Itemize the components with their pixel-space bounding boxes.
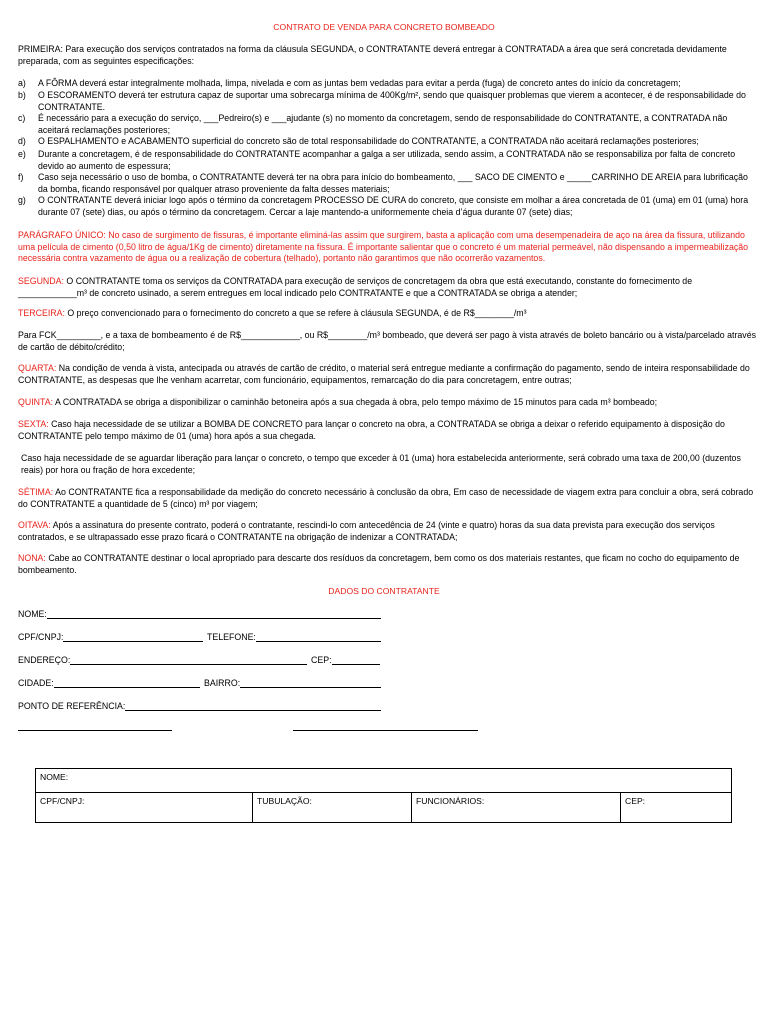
field-ponto-referencia [18, 700, 381, 713]
clause-text: Na condição de venda à vista, antecipada ou através de cartão de crédito, o material será entregue mediante a confirmação do pagamento, sendo de inteira responsabilidade do CONTRATANTE, as despesas que lhe venham acarretar, com funcionário, equipamentos, remarcação do dia para concretagem, entre outras; [18, 363, 750, 385]
clause-text: Para execução dos serviços contratados na forma da cláusula SEGUNDA, o CONTRATANTE deverá entregar à CONTRATADA a área que será concretada devidamente preparada, com as seguintes especificações: [18, 44, 727, 66]
spec-text: O ESPALHAMENTO e ACABAMENTO superficial do concreto são de total responsabilidade do CONTRATANTE, a CONTRATADA não aceitará reclamações posteriores; [38, 136, 699, 146]
field-row-cpf-telefone [18, 631, 381, 644]
spec-text: A FÔRMA deverá estar integralmente molhada, limpa, nivelada e com as juntas bem vedadas para evitar a perda (fuga) de concreto antes do início da concretagem; [38, 78, 681, 88]
spec-item-c [18, 113, 756, 136]
table-cell-funcionarios [411, 793, 620, 822]
spec-marker: d) [18, 136, 26, 146]
paragrafo-unico [18, 230, 756, 265]
endereco-blank-line [70, 654, 307, 665]
signature-line-right [293, 730, 478, 731]
spec-text: É necessário para a execução do serviço, ___Pedreiro(s) e ___ajudante (s) no momento da concretagem, sendo de responsabilidade do CONTRATANTE, a CONTRATADA não aceitará reclamações posteriores; [38, 113, 728, 135]
clause-label: OITAVA: [18, 520, 51, 530]
clause-label: PRIMEIRA: [18, 44, 63, 54]
spec-text: Durante a concretagem, é de responsabilidade do CONTRATANTE acompanhar a galga a ser utilizada, sendo assim, a CONTRATADA não se responsabiliza por falta de concreto devido ao aumento de espessura; [38, 149, 736, 171]
clause-terceira [18, 308, 756, 320]
clause-oitava [18, 520, 756, 543]
clause-text: Após a assinatura do presente contrato, poderá o contratante, rescindi-lo com antecedência de 24 (vinte e quatro) horas da sua data prevista para execução dos serviços contratados, e se ultrapassado esse prazo ficará o CONTRATANTE na obrigação de indenizar a CONTRATADA; [18, 520, 715, 542]
signature-line-left [18, 730, 172, 731]
field-row-endereco-cep [18, 654, 380, 667]
field-label: CIDADE: [18, 677, 54, 688]
field-cpf-cnpj [18, 631, 203, 644]
clause-label: TERCEIRA: [18, 308, 65, 318]
spec-marker: g) [18, 195, 26, 205]
paragraph-label: PARÁGRAFO ÚNICO: [18, 230, 106, 240]
document-title: CONTRATO DE VENDA PARA CONCRETO BOMBEADO [273, 22, 495, 32]
cidade-blank-line [54, 677, 200, 688]
bairro-blank-line [240, 677, 381, 688]
summary-table [35, 768, 732, 823]
field-label: TELEFONE: [207, 631, 256, 642]
spec-marker: a) [18, 78, 26, 88]
clause-sexta-waiting: Caso haja necessidade de se aguardar liberação para lançar o concreto, o tempo que exceder à 01 (uma) hora estabelecida anteriormente, será cobrado uma taxa de 200,00 (duzentos reais) por hora ou fração de hora excedente; [21, 453, 741, 475]
table-label: FUNCIONÁRIOS: [416, 796, 485, 806]
clause-text: Caso haja necessidade de se utilizar a BOMBA DE CONCRETO para lançar o concreto na obra, a CONTRATADA se obriga a deixar o referido equipamento à disposição do CONTRATANTE pelo tempo máximo de 01 (uma) hora após a sua chegada. [18, 419, 725, 441]
spec-marker: c) [18, 113, 26, 123]
clause-text: Cabe ao CONTRATANTE destinar o local apropriado para descarte dos resíduos da concretagem, bem como os dos materiais restantes, que ficam no cocho do equipamento de bombeamento. [18, 553, 740, 575]
field-row-cidade-bairro [18, 677, 381, 690]
clause-primeira [18, 44, 756, 67]
clause-label: NONA: [18, 553, 46, 563]
field-nome [18, 608, 381, 621]
field-label: CEP: [311, 654, 332, 665]
field-label: CPF/CNPJ: [18, 631, 64, 642]
clause-text: O CONTRATANTE toma os serviços da CONTRATADA para execução de serviços de concretagem da obra que está executando, constante do fornecimento de ____________m³ de concreto usinado, a serem entregues em local indicado pelo CONTRATANTE e que a CONTRATADA se obriga a atender; [18, 276, 693, 298]
table-cell-nome [36, 769, 731, 793]
clause-label: SÉTIMA: [18, 487, 54, 497]
table-cell-cpf-cnpj [36, 793, 252, 822]
clause-text: A CONTRATADA se obriga a disponibilizar o caminhão betoneira após a sua chegada à obra, pelo tempo máximo de 15 minutos para cada m³ bombeado; [55, 397, 658, 407]
clause-text: O preço convencionado para o fornecimento do concreto a que se refere à cláusula SEGUNDA, é de R$________/m³ [67, 308, 527, 318]
clause-label: SEGUNDA: [18, 276, 64, 286]
table-cell-tubulacao [252, 793, 411, 822]
spec-marker: b) [18, 90, 26, 100]
spec-item-e [18, 149, 756, 172]
clause-segunda [18, 276, 756, 299]
clause-quarta [18, 363, 756, 386]
spec-item-g [18, 195, 756, 218]
spec-marker: e) [18, 149, 26, 159]
spec-marker: f) [18, 172, 24, 182]
nome-blank-line [47, 608, 381, 619]
clause-terceira-pricing: Para FCK_________, e a taxa de bombeamento é de R$____________, ou R$________/m³ bombeado, que deverá ser pago à vista através de boleto bancário ou à vista/parcelado através de cartão de débito/crédito; [18, 330, 756, 352]
spec-item-f [18, 172, 756, 195]
table-cell-cep [620, 793, 731, 822]
field-label: NOME: [18, 608, 47, 619]
spec-text: O ESCORAMENTO deverá ter estrutura capaz de suportar uma sobrecarga mínima de 400Kg/m², sendo que quaisquer problemas que vierem a acontecer, é de responsabilidade do CONTRATANTE. [38, 90, 746, 112]
clause-quinta [18, 397, 756, 409]
table-label: NOME: [40, 772, 69, 782]
field-telefone [207, 631, 381, 644]
ponto-referencia-blank-line [125, 700, 381, 711]
field-endereco [18, 654, 307, 667]
spec-text: O CONTRATANTE deverá iniciar logo após o término da concretagem PROCESSO DE CURA do concreto, que consiste em molhar a área concretada de 01 (uma) em 01 (uma) hora durante 07 (sete) dias, ou após o término da concretagem. Cercar a laje mantendo-a uniformemente cheia d’água durante 07 (sete) dias; [38, 195, 749, 217]
field-label: PONTO DE REFERÊNCIA: [18, 700, 126, 711]
field-bairro [204, 677, 381, 690]
clause-label: QUINTA: [18, 397, 54, 407]
telefone-blank-line [256, 631, 381, 642]
table-label: CPF/CNPJ: [40, 796, 85, 806]
clause-text: Ao CONTRATANTE fica a responsabilidade da medição do concreto necessário à conclusão da obra, Em caso de necessidade de viagem extra para concluir a obra, será cobrado do CONTRATANTE a quantidade de 5 (cinco) m³ por viagem; [18, 487, 754, 509]
clause-label: QUARTA: [18, 363, 57, 373]
spec-item-a [18, 78, 756, 90]
clause-nona [18, 553, 756, 576]
spec-item-b [18, 90, 756, 113]
cep-blank-line [332, 654, 380, 665]
spec-item-d [18, 136, 756, 148]
table-label: TUBULAÇÃO: [257, 796, 312, 806]
clause-sexta [18, 419, 756, 442]
spec-text: Caso seja necessário o uso de bomba, o CONTRATANTE deverá ter na obra para início do bombeamento, ___ SACO DE CIMENTO e _____CARRINHO DE AREIA para lubrificação da bomba, ficando responsável por qualquer atraso proveniente da falta desses materiais; [38, 172, 748, 194]
field-label: ENDEREÇO: [18, 654, 71, 665]
table-label: CEP: [625, 796, 646, 806]
paragraph-text: No caso de surgimento de fissuras, é importante eliminá-las assim que surgirem, basta a aplicação com uma desempenadeira de aço na área da fissura, utilizando uma película de cimento (0,50 litro de água/1Kg de cimento) diretamente na fissura. É importante salientar que o concreto é um material permeável, não dispensando a impermeabilização necessária contra vazamento de água ou a realização de cobertura (telhado), portanto não garantimos que não ocorrerão vazamentos. [18, 230, 749, 264]
clause-setima [18, 487, 756, 510]
field-cidade [18, 677, 200, 690]
clause-label: SEXTA: [18, 419, 49, 429]
field-cep [311, 654, 380, 667]
field-label: BAIRRO: [204, 677, 241, 688]
contratante-section-title: DADOS DO CONTRATANTE [328, 586, 440, 596]
cpf-cnpj-blank-line [63, 631, 203, 642]
